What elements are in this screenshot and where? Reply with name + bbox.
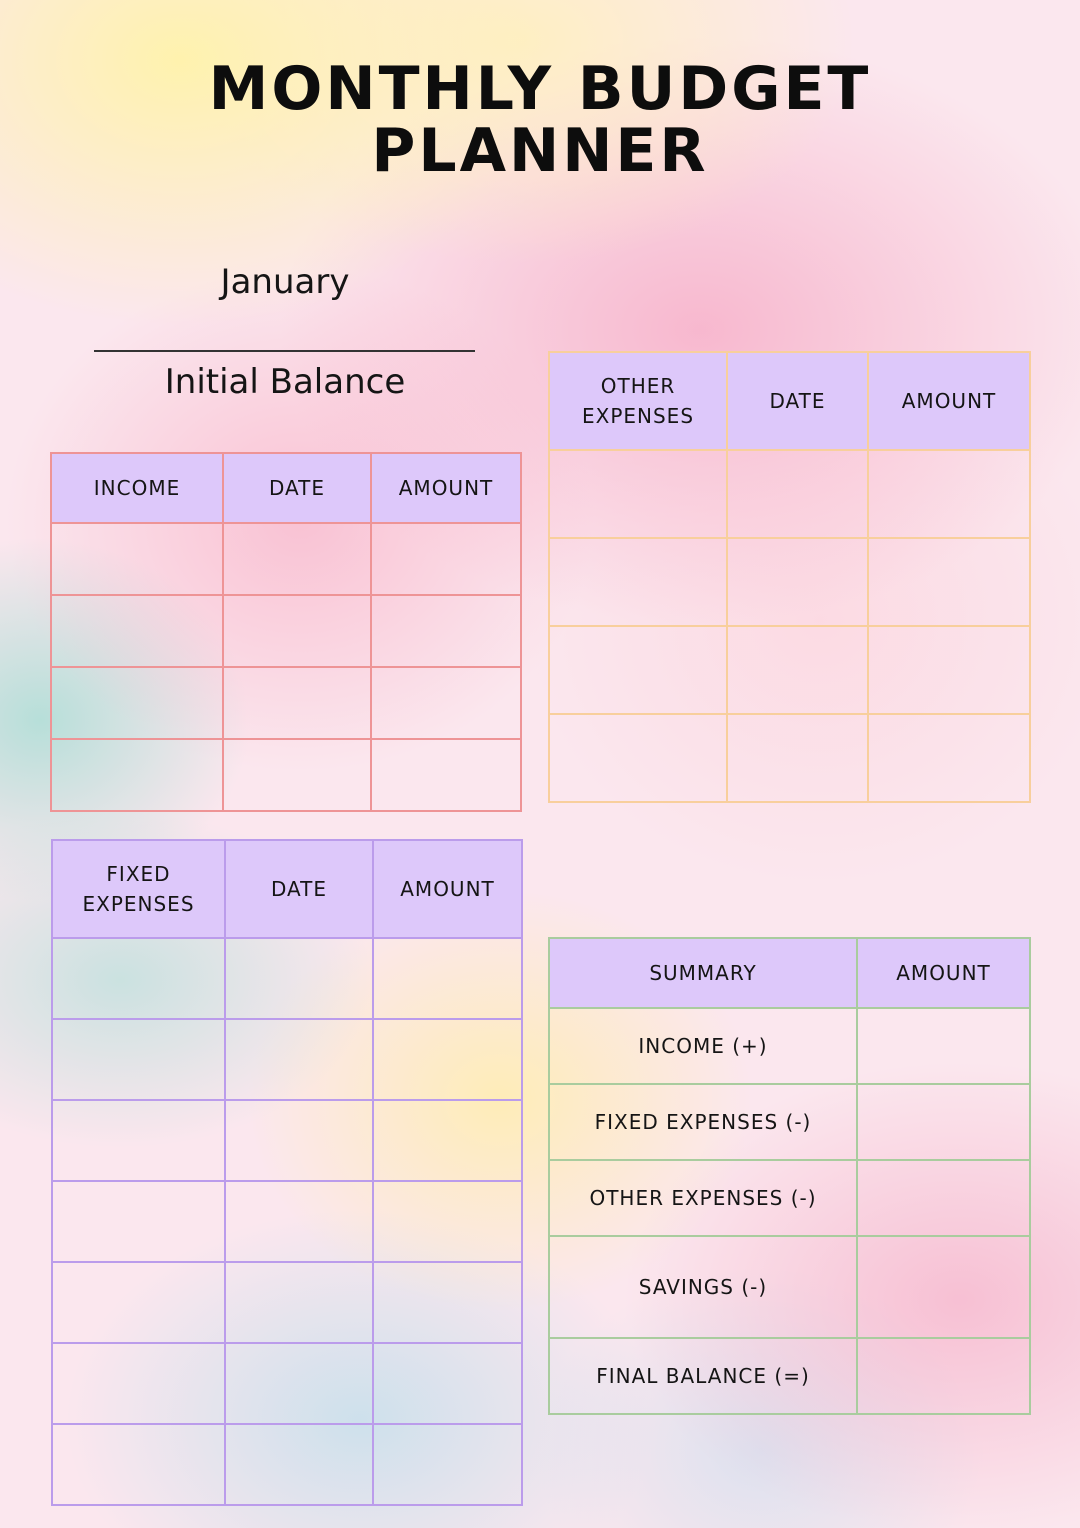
date-cell[interactable]	[727, 714, 868, 802]
table-row	[549, 626, 1030, 714]
amount-cell[interactable]	[868, 714, 1030, 802]
date-cell[interactable]	[223, 523, 371, 595]
date-cell[interactable]	[225, 1343, 373, 1424]
table-row	[51, 739, 521, 811]
table-row	[549, 714, 1030, 802]
table-row	[549, 450, 1030, 538]
income-amount-header: AMOUNT	[371, 453, 521, 523]
date-cell[interactable]	[223, 667, 371, 739]
fixed-expenses-amount-header: AMOUNT	[373, 840, 522, 938]
summary-amount-header: AMOUNT	[857, 938, 1030, 1008]
initial-balance-label: Initial Balance	[164, 362, 406, 402]
amount-cell[interactable]	[371, 739, 521, 811]
expense-cell[interactable]	[549, 538, 727, 626]
expense-cell[interactable]	[52, 938, 225, 1019]
income-col-header: INCOME	[51, 453, 223, 523]
amount-cell[interactable]	[373, 1181, 522, 1262]
expense-cell[interactable]	[52, 1019, 225, 1100]
table-row	[52, 1262, 522, 1343]
income-cell[interactable]	[51, 667, 223, 739]
table-row	[52, 938, 522, 1019]
expense-cell[interactable]	[52, 1181, 225, 1262]
table-row	[51, 667, 521, 739]
fixed-expenses-table	[51, 839, 523, 1506]
summary-row-income	[549, 1008, 1030, 1084]
date-cell[interactable]	[727, 450, 868, 538]
amount-cell[interactable]	[373, 1262, 522, 1343]
fixed-expenses-col-header: FIXED EXPENSES	[52, 840, 225, 938]
amount-cell[interactable]	[857, 1338, 1030, 1414]
summary-col-header: SUMMARY	[549, 938, 857, 1008]
fixed-expenses-date-header: DATE	[225, 840, 373, 938]
page-title	[0, 54, 1080, 186]
month-label: January	[220, 262, 350, 302]
summary-row-savings	[549, 1236, 1030, 1338]
expense-cell[interactable]	[52, 1262, 225, 1343]
expense-cell[interactable]	[549, 714, 727, 802]
amount-cell[interactable]	[373, 938, 522, 1019]
date-cell[interactable]	[225, 1100, 373, 1181]
summary-table	[548, 937, 1031, 1415]
date-cell[interactable]	[225, 1262, 373, 1343]
income-cell[interactable]	[51, 595, 223, 667]
other-expenses-header-row	[549, 352, 1030, 450]
date-cell[interactable]	[727, 538, 868, 626]
summary-label-other-expenses: OTHER EXPENSES (-)	[549, 1160, 857, 1236]
summary-label-fixed-expenses: FIXED EXPENSES (-)	[549, 1084, 857, 1160]
table-row	[549, 538, 1030, 626]
income-header-row	[51, 453, 521, 523]
other-expenses-date-header: DATE	[727, 352, 868, 450]
date-cell[interactable]	[727, 626, 868, 714]
amount-cell[interactable]	[371, 667, 521, 739]
other-expenses-amount-header: AMOUNT	[868, 352, 1030, 450]
title-line-1: MONTHLY BUDGET	[208, 54, 872, 124]
amount-cell[interactable]	[373, 1100, 522, 1181]
summary-header-row	[549, 938, 1030, 1008]
summary-row-final-balance	[549, 1338, 1030, 1414]
summary-row-fixed-expenses	[549, 1084, 1030, 1160]
amount-cell[interactable]	[373, 1424, 522, 1505]
amount-cell[interactable]	[868, 626, 1030, 714]
expense-cell[interactable]	[549, 450, 727, 538]
expense-cell[interactable]	[549, 626, 727, 714]
summary-row-other-expenses	[549, 1160, 1030, 1236]
summary-label-savings: SAVINGS (-)	[549, 1236, 857, 1338]
amount-cell[interactable]	[371, 523, 521, 595]
summary-label-income: INCOME (+)	[549, 1008, 857, 1084]
amount-cell[interactable]	[857, 1160, 1030, 1236]
table-row	[51, 523, 521, 595]
amount-cell[interactable]	[371, 595, 521, 667]
amount-cell[interactable]	[868, 450, 1030, 538]
amount-cell[interactable]	[373, 1019, 522, 1100]
fixed-expenses-header-row	[52, 840, 522, 938]
other-expenses-table	[548, 351, 1031, 803]
expense-cell[interactable]	[52, 1424, 225, 1505]
income-table	[50, 452, 522, 812]
date-cell[interactable]	[225, 1019, 373, 1100]
summary-label-final-balance: FINAL BALANCE (=)	[549, 1338, 857, 1414]
amount-cell[interactable]	[857, 1008, 1030, 1084]
date-cell[interactable]	[223, 595, 371, 667]
income-cell[interactable]	[51, 739, 223, 811]
expense-cell[interactable]	[52, 1100, 225, 1181]
date-cell[interactable]	[225, 1181, 373, 1262]
date-cell[interactable]	[225, 1424, 373, 1505]
income-cell[interactable]	[51, 523, 223, 595]
amount-cell[interactable]	[373, 1343, 522, 1424]
income-date-header: DATE	[223, 453, 371, 523]
date-cell[interactable]	[225, 938, 373, 1019]
table-row	[52, 1100, 522, 1181]
expense-cell[interactable]	[52, 1343, 225, 1424]
other-expenses-col-header: OTHER EXPENSES	[549, 352, 727, 450]
table-row	[51, 595, 521, 667]
amount-cell[interactable]	[857, 1236, 1030, 1338]
date-cell[interactable]	[223, 739, 371, 811]
table-row	[52, 1181, 522, 1262]
amount-cell[interactable]	[868, 538, 1030, 626]
title-line-2: PLANNER	[371, 116, 709, 186]
table-row	[52, 1424, 522, 1505]
table-row	[52, 1343, 522, 1424]
table-row	[52, 1019, 522, 1100]
amount-cell[interactable]	[857, 1084, 1030, 1160]
balance-write-line	[94, 350, 475, 352]
